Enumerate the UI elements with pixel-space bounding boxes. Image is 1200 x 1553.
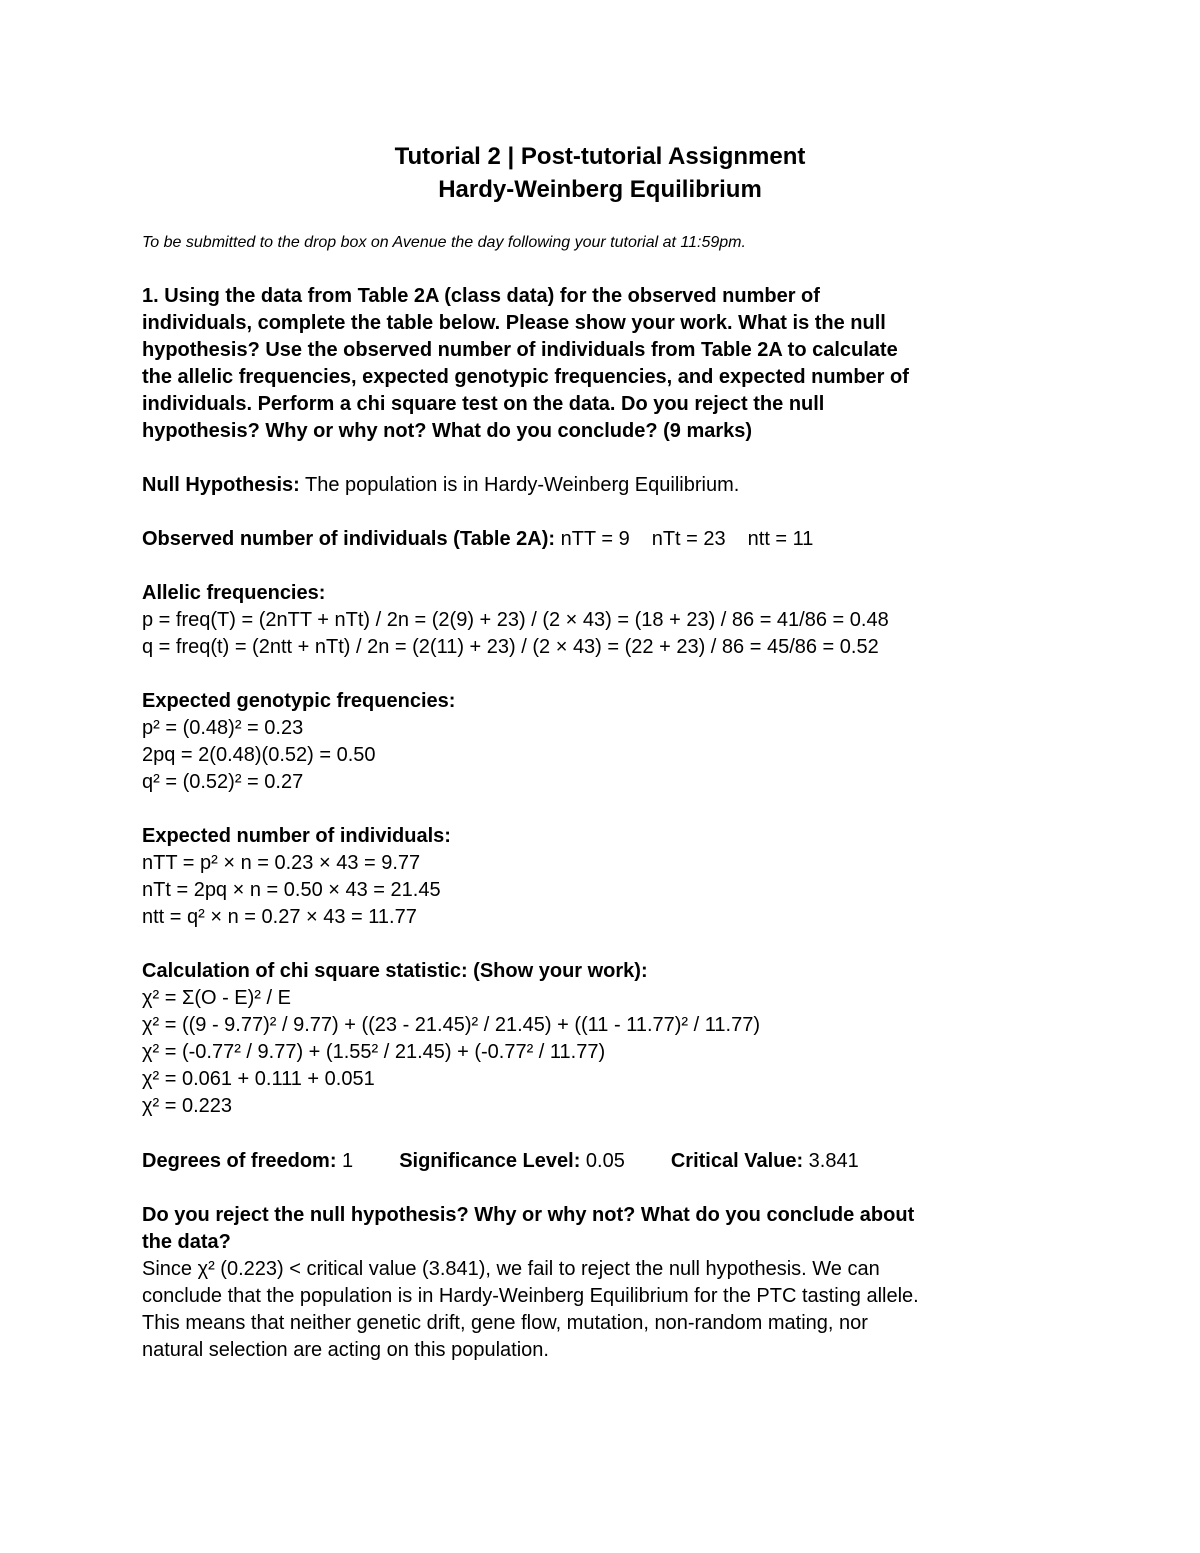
genotypic-line: p² = (0.48)² = 0.23 (142, 717, 304, 739)
expected-number-line: nTt = 2pq × n = 0.50 × 43 = 21.45 (142, 879, 441, 901)
chi-square-line: χ² = (-0.77² / 9.77) + (1.55² / 21.45) + (-0.77² / 11.77) (142, 1041, 606, 1063)
genotypic-line: 2pq = 2(0.48)(0.52) = 0.50 (142, 744, 376, 766)
df-label: Degrees of freedom: (142, 1150, 337, 1172)
submission-note: To be submitted to the drop box on Avenue the day following your tutorial at 11:59pm. (142, 234, 746, 251)
observed-ntt-homozygous: nTT = 9 (555, 528, 630, 550)
significance-value: 0.05 (580, 1150, 625, 1172)
null-hypothesis (142, 472, 1072, 499)
chi-square-line: χ² = 0.061 + 0.111 + 0.051 (142, 1068, 375, 1090)
genotypic-frequencies (142, 688, 1072, 796)
genotypic-label: Expected genotypic frequencies: (142, 690, 456, 712)
critical-value-label: Critical Value: (670, 1150, 804, 1172)
null-hypothesis-value: The population is in Hardy-Weinberg Equilibrium. (299, 474, 740, 496)
question-line: hypothesis? Why or why not? What do you conclude? (9 marks) (142, 420, 753, 442)
test-parameters (142, 1148, 1072, 1175)
conclusion (142, 1202, 1072, 1364)
conclusion-question-line: Do you reject the null hypothesis? Why or why not? What do you conclude about (142, 1204, 915, 1226)
question-line: hypothesis? Use the observed number of individuals from Table 2A to calculate (142, 339, 898, 361)
observed-label: Observed number of individuals (Table 2A): (142, 528, 556, 550)
conclusion-answer-line: natural selection are acting on this population. (142, 1339, 549, 1361)
observed-ntt-heterozygous: nTt = 23 (651, 528, 726, 550)
question-text (142, 283, 1072, 445)
conclusion-answer-line: conclude that the population is in Hardy-Weinberg Equilibrium for the PTC tasting allele. (142, 1285, 919, 1307)
conclusion-answer-line: Since χ² (0.223) < critical value (3.841), we fail to reject the null hypothesis. We can (142, 1258, 880, 1280)
critical-value: 3.841 (803, 1150, 859, 1172)
expected-individuals (142, 823, 1072, 931)
question-line: 1. Using the data from Table 2A (class data) for the observed number of (142, 285, 820, 307)
question-line: individuals. Perform a chi square test on the data. Do you reject the null (142, 393, 825, 415)
expected-number-line: nTT = p² × n = 0.23 × 43 = 9.77 (142, 852, 421, 874)
observed-counts (142, 526, 1072, 553)
chi-square-line: χ² = Σ(O - E)² / E (142, 987, 291, 1009)
df-value: 1 (336, 1150, 354, 1172)
genotypic-line: q² = (0.52)² = 0.27 (142, 771, 304, 793)
question-line: the allelic frequencies, expected genotypic frequencies, and expected number of (142, 366, 909, 388)
question-line: individuals, complete the table below. Please show your work. What is the null (142, 312, 886, 334)
document-subtitle: Hardy-Weinberg Equilibrium (438, 176, 762, 203)
allelic-frequencies (142, 580, 1072, 661)
conclusion-question-line: the data? (142, 1231, 231, 1253)
chi-square-label: Calculation of chi square statistic: (Show your work): (142, 960, 648, 982)
expected-number-line: ntt = q² × n = 0.27 × 43 = 11.77 (142, 906, 417, 928)
allelic-line-q: q = freq(t) = (2ntt + nTt) / 2n = (2(11) + 23) / (2 × 43) = (22 + 23) / 86 = 45/86 = 0.52 (142, 636, 879, 658)
significance-label: Significance Level: (399, 1150, 581, 1172)
null-hypothesis-label: Null Hypothesis: (142, 474, 300, 496)
chi-square-line: χ² = 0.223 (142, 1095, 232, 1117)
chi-square-line: χ² = ((9 - 9.77)² / 9.77) + ((23 - 21.45)² / 21.45) + ((11 - 11.77)² / 11.77) (142, 1014, 760, 1036)
chi-square-calculation (142, 958, 1072, 1120)
expected-number-label: Expected number of individuals: (142, 825, 451, 847)
observed-ntt-recessive: ntt = 11 (747, 528, 814, 550)
allelic-label: Allelic frequencies: (142, 582, 326, 604)
document-title: Tutorial 2 | Post-tutorial Assignment (394, 143, 806, 170)
allelic-line-p: p = freq(T) = (2nTT + nTt) / 2n = (2(9) + 23) / (2 × 43) = (18 + 23) / 86 = 41/86 = 0.48 (142, 609, 889, 631)
conclusion-answer-line: This means that neither genetic drift, gene flow, mutation, non-random mating, nor (142, 1312, 868, 1334)
